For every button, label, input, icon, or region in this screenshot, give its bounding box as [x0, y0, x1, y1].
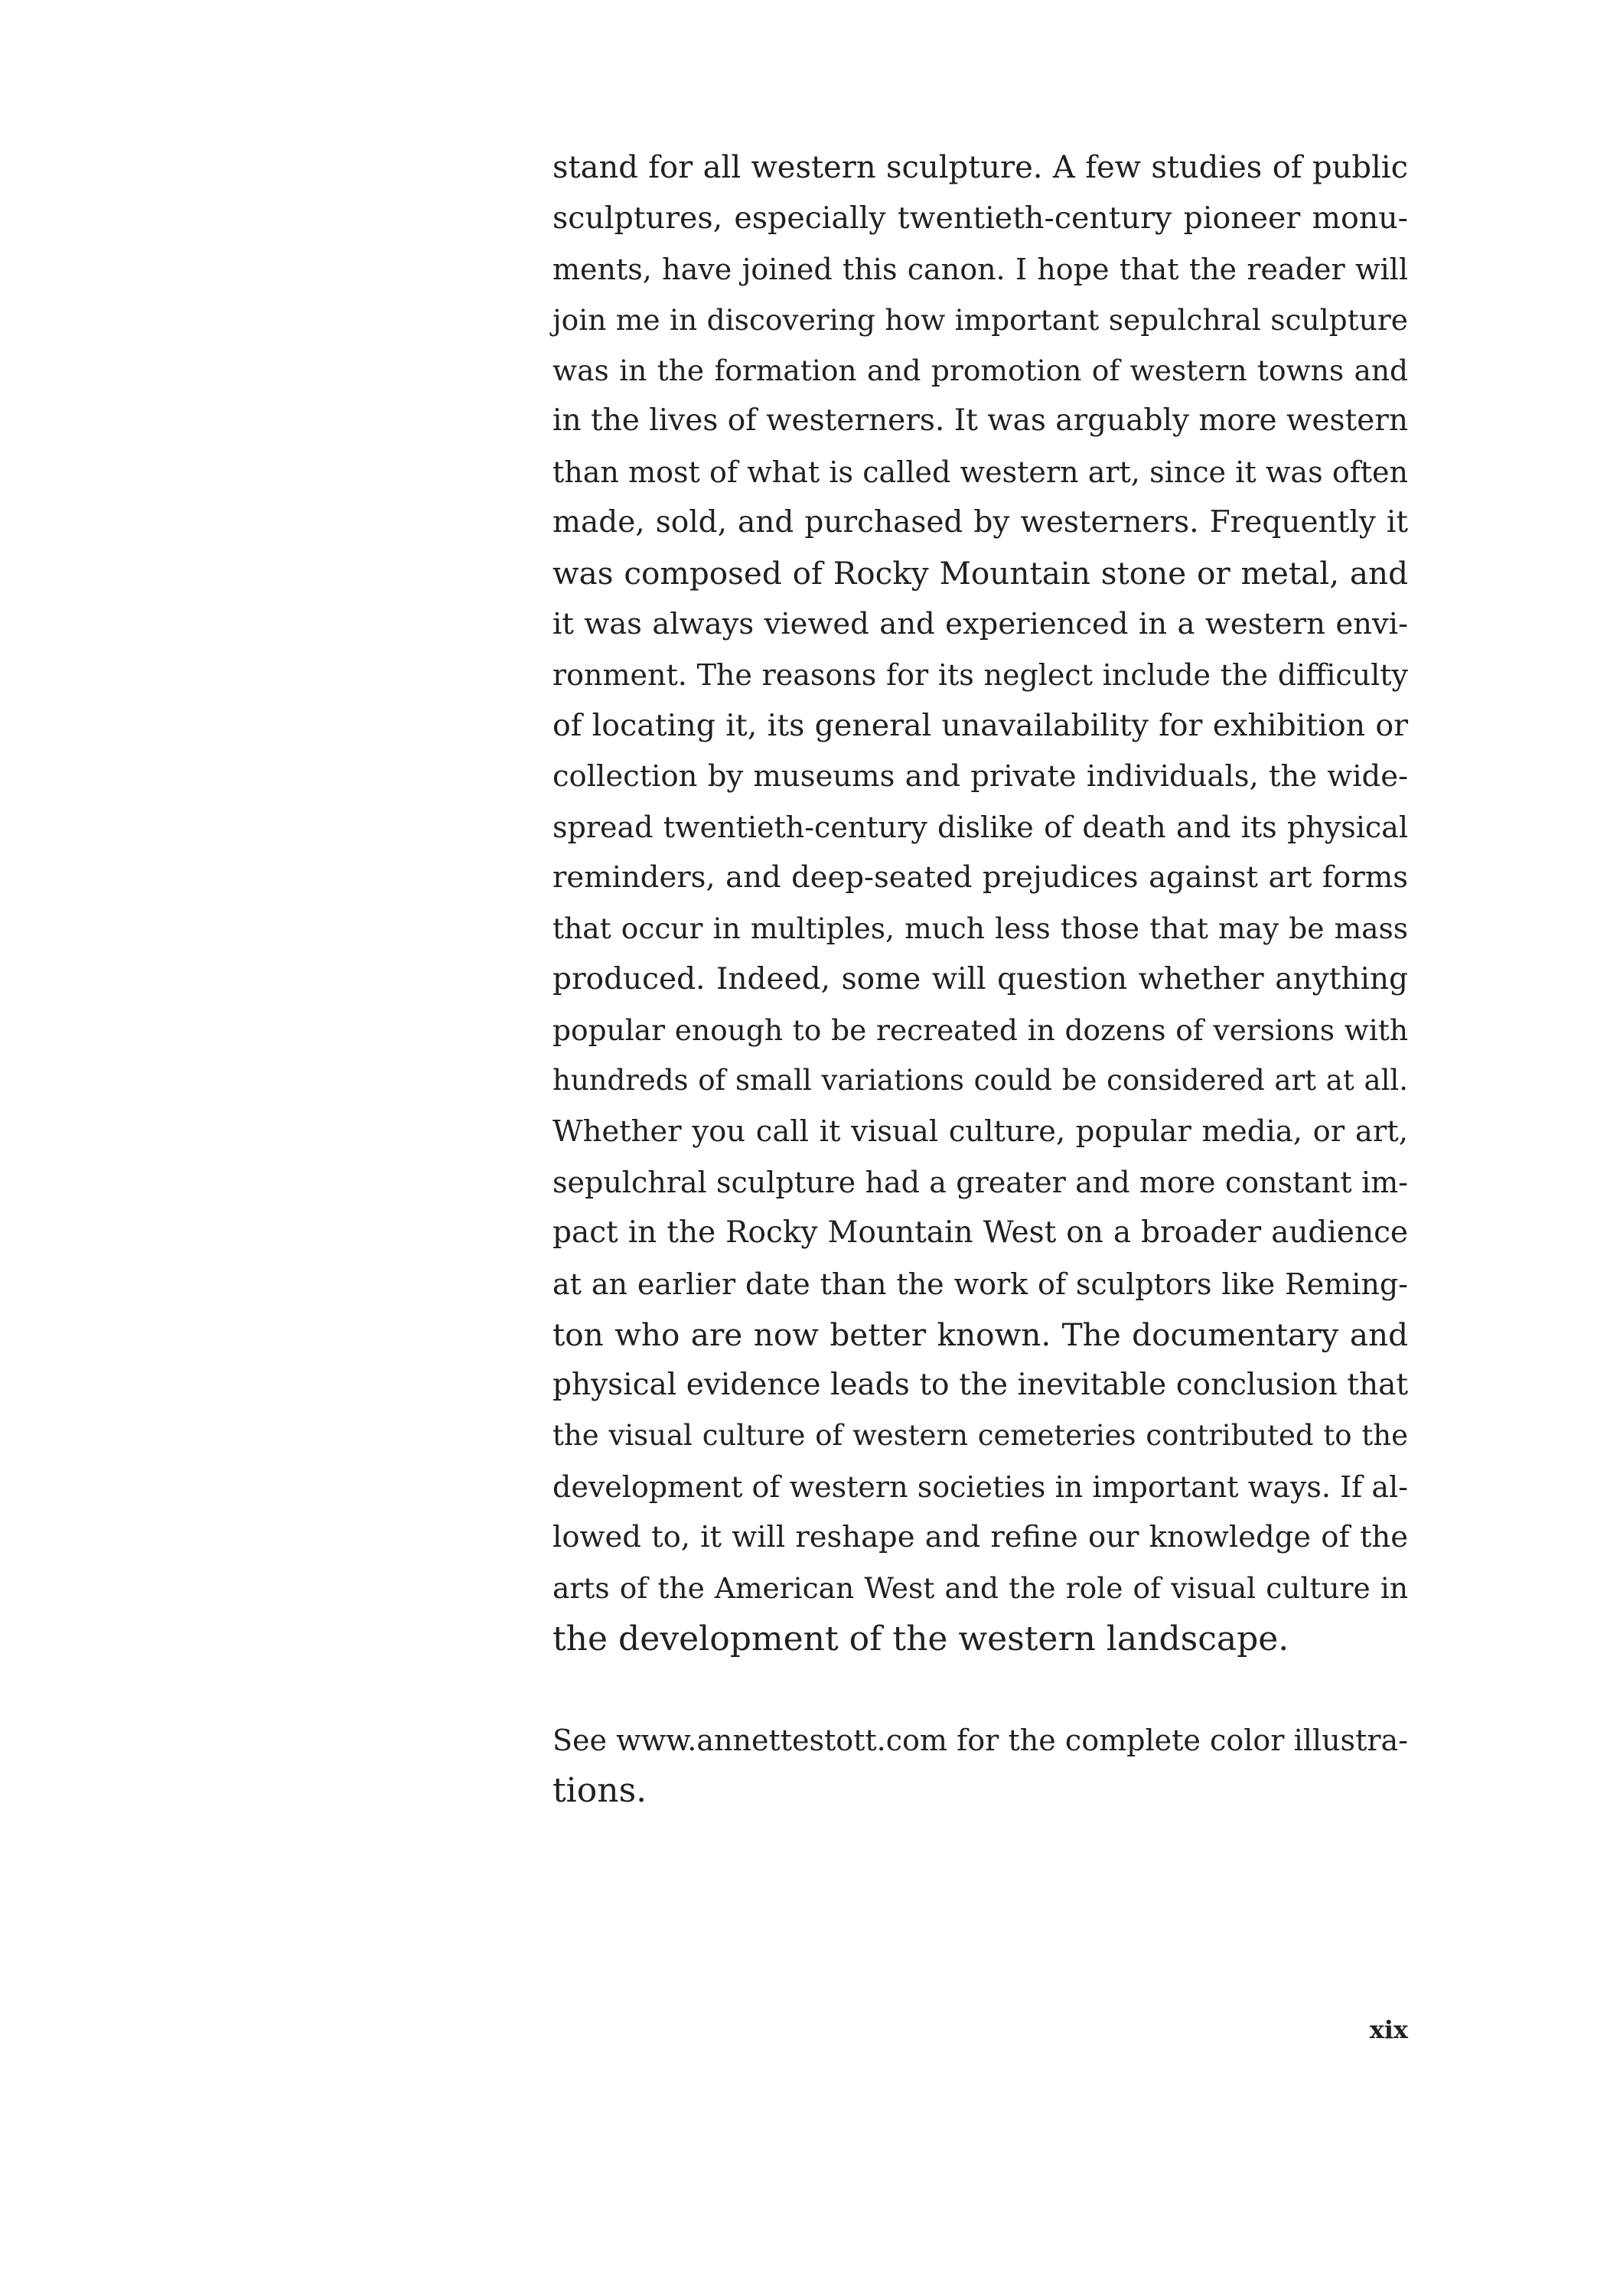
text-line: ronment. The reasons for its neglect include the difficulty [553, 657, 1408, 692]
text-line: development of western societies in important ways. If al- [553, 1469, 1408, 1504]
text-line: physical evidence leads to the inevitable conclusion that [553, 1368, 1408, 1403]
text-line: ments, have joined this canon. I hope that the reader will [553, 252, 1408, 286]
text-line: was in the formation and promotion of western towns and [553, 354, 1408, 388]
text-line: of locating it, its general unavailability for exhibition or [553, 708, 1408, 744]
text-line: that occur in multiples, much less those that may be mass [553, 912, 1408, 946]
text-line: Whether you call it visual culture, popular media, or art, [553, 1114, 1408, 1149]
text-line: join me in discovering how important sepulchral sculpture [553, 302, 1408, 337]
text-line: arts of the American West and the role of visual culture in [553, 1571, 1408, 1606]
paragraph-gap [553, 1665, 1408, 1715]
text-line: it was always viewed and experienced in a western envi- [553, 606, 1408, 641]
text-line: spread twentieth-century dislike of death and its physical [553, 810, 1408, 844]
text-line: the development of the western landscape. [553, 1619, 1289, 1658]
text-line: made, sold, and purchased by westerners. Frequently it [553, 505, 1408, 540]
text-line: produced. Indeed, some will question whether anything [553, 961, 1408, 996]
text-line: ton who are now better known. The documentary and [553, 1316, 1408, 1353]
text-line: in the lives of westerners. It was arguably more western [553, 403, 1408, 439]
text-line: pact in the Rocky Mountain West on a broader audience [553, 1215, 1408, 1251]
text-line: See www.annettestott.com for the complete color illustra- [553, 1723, 1408, 1757]
illustrations-note [553, 1715, 1408, 1817]
text-line: the visual culture of western cemeteries contributed to the [553, 1419, 1408, 1453]
page-number: xix [1369, 2015, 1408, 2044]
text-line: hundreds of small variations could be considered art at all. [553, 1064, 1408, 1097]
text-line: sepulchral sculpture had a greater and more constant im- [553, 1165, 1408, 1199]
text-line: reminders, and deep-seated prejudices against art forms [553, 860, 1408, 895]
text-line: tions. [553, 1771, 647, 1811]
text-line: than most of what is called western art, since it was often [553, 455, 1408, 489]
text-line: sculptures, especially twentieth-century pioneer monu- [553, 201, 1408, 236]
text-line: collection by museums and private individuals, the wide- [553, 758, 1408, 794]
text-line: lowed to, it will reshape and refine our knowledge of the [553, 1520, 1408, 1555]
text-line: at an earlier date than the work of sculptors like Reming- [553, 1267, 1408, 1301]
main-paragraph [553, 142, 1408, 1665]
body-text [553, 142, 1408, 1817]
text-line: popular enough to be recreated in dozens of versions with [553, 1013, 1408, 1048]
text-line: was composed of Rocky Mountain stone or metal, and [553, 555, 1408, 592]
text-line: stand for all western sculpture. A few studies of public [553, 150, 1408, 185]
